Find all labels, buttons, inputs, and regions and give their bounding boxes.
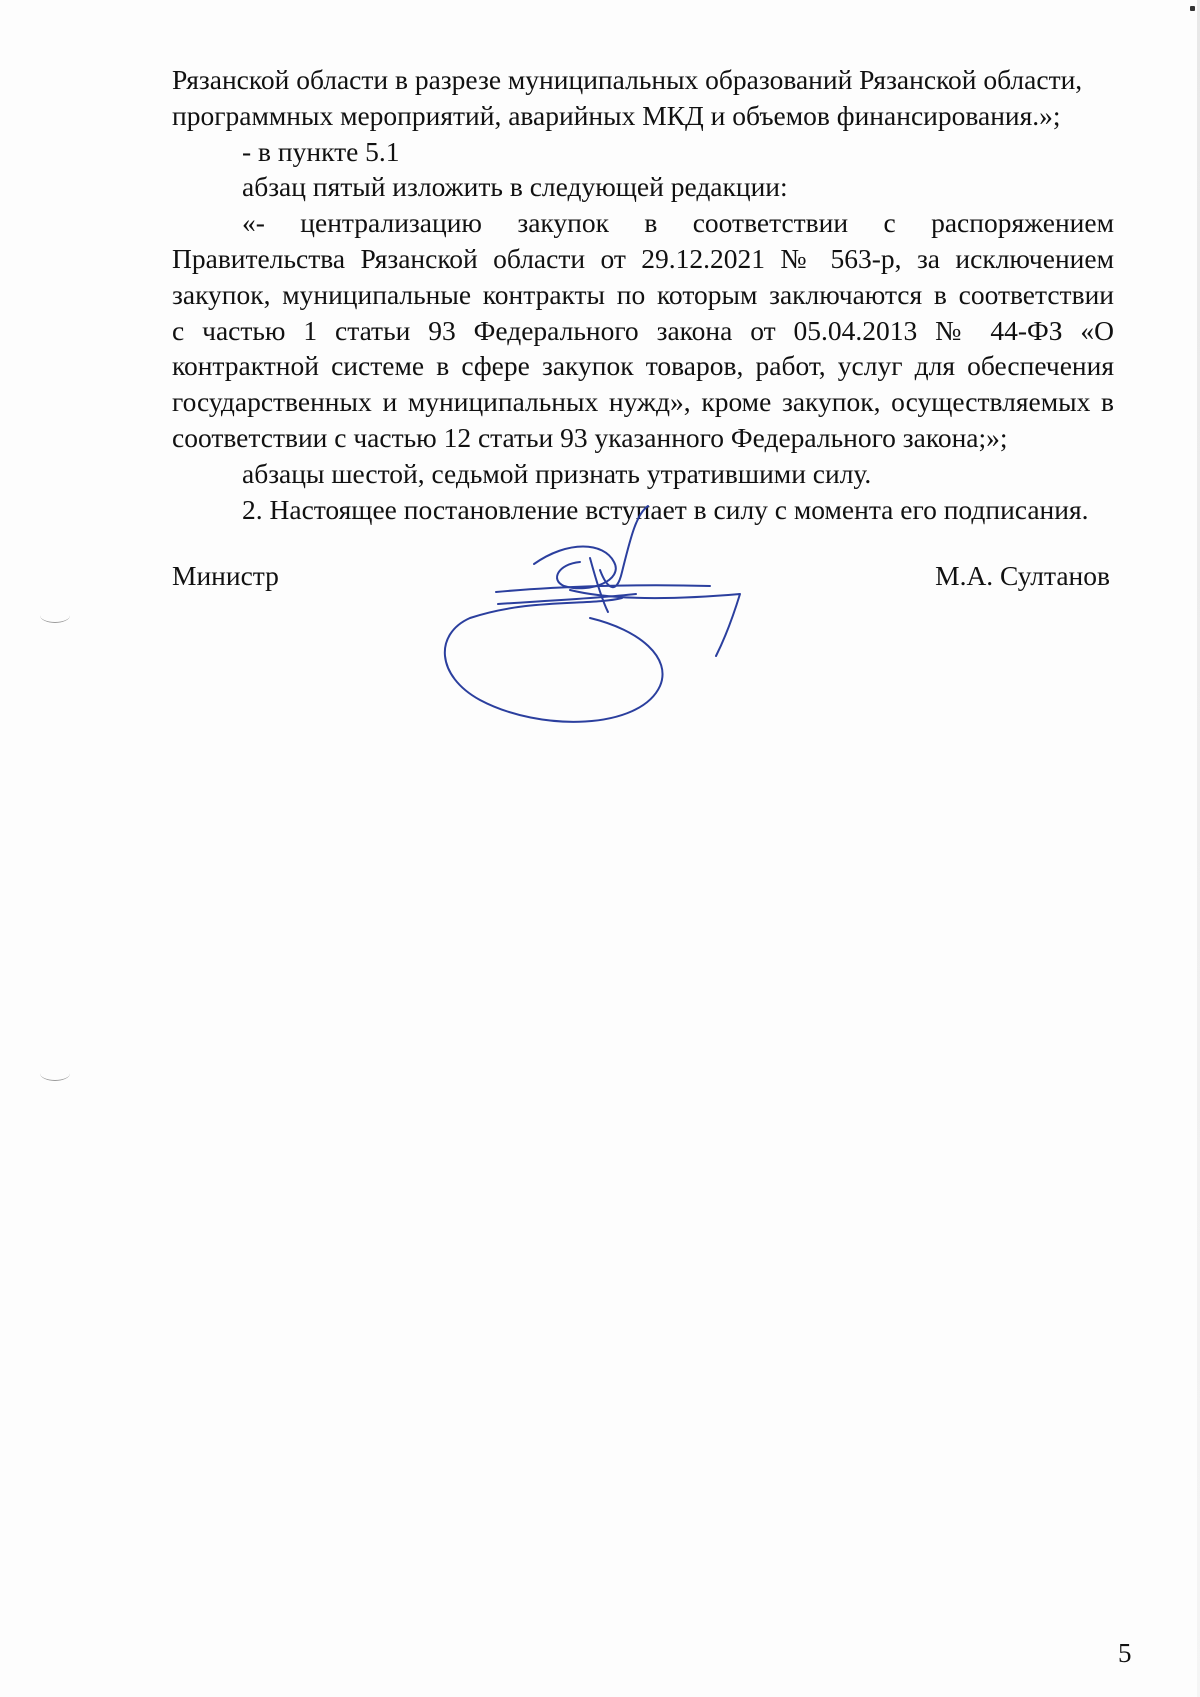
paragraph-5: абзацы шестой, седьмой признать утратившими силу.: [242, 457, 872, 489]
signatory-title: Министр: [172, 560, 279, 591]
punch-hole-mark: [40, 1066, 70, 1081]
page-number: 5: [1118, 1638, 1132, 1668]
paragraph-4-line-2: Правительства Рязанской области от 29.12.2021 № 563-р, за исключением: [172, 242, 1114, 274]
handwritten-signature: [440, 500, 770, 740]
paragraph-4-line-5: контрактной системе в сфере закупок товаров, работ, услуг для обеспечения: [172, 350, 1114, 382]
paragraph-1-line-1: Рязанской области в разрезе муниципальных образований Рязанской области,: [172, 64, 1083, 95]
paragraph-2: - в пункте 5.1: [242, 135, 400, 167]
scan-speck: [1190, 6, 1195, 11]
paragraph-4-line-6: государственных и муниципальных нужд», кроме закупок, осуществляемых в: [172, 386, 1114, 418]
paragraph-3: абзац пятый изложить в следующей редакции:: [242, 171, 788, 203]
paragraph-4-line-1: «- централизацию закупок в соответствии с распоряжением: [242, 207, 1114, 239]
paragraph-4-line-7: соответствии с частью 12 статьи 93 указанного Федерального закона;»;: [172, 421, 1008, 453]
document-body: [172, 62, 1114, 527]
paragraph-1-line-2: программных мероприятий, аварийных МКД и объемов финансирования.»;: [172, 99, 1061, 131]
paragraph-4-line-4: с частью 1 статьи 93 Федерального закона от 05.04.2013 № 44-ФЗ «О: [172, 314, 1114, 346]
signatory-name: М.А. Султанов: [935, 560, 1110, 591]
paragraph-6: 2. Настоящее постановление вступает в силу с момента его подписания.: [242, 493, 1089, 525]
paragraph-4-line-3: закупок, муниципальные контракты по которым заключаются в соответствии: [172, 278, 1114, 310]
punch-hole-mark: [40, 608, 70, 623]
